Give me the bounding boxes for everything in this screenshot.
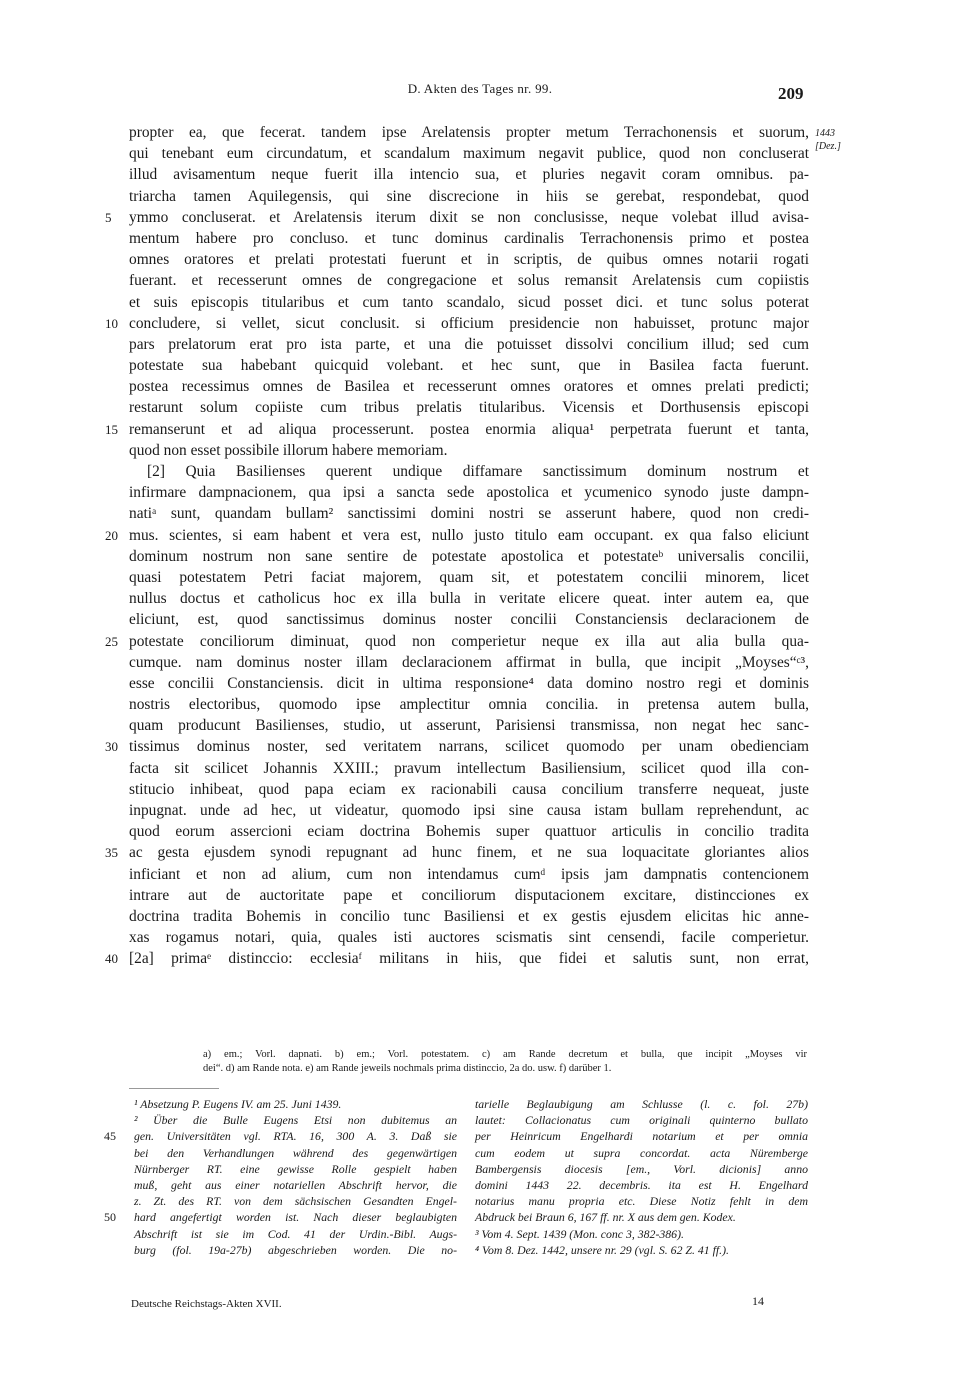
text-line — [129, 249, 809, 270]
footnote-line: tarielle Beglaubigung am Schlusse (l. c. fol. 27b) — [475, 1097, 808, 1111]
line-text: omnes oratores et prelati protestati fuerunt et in scriptis, de quibus omnes notarii rogati — [129, 251, 809, 269]
text-line — [129, 122, 809, 143]
text-line — [129, 186, 809, 207]
line-text: tissimus dominus noster, sed veritatem narrans, scilicet quomodo per unam obedienciam — [129, 738, 809, 756]
text-line — [129, 800, 809, 821]
line-number: 30 — [105, 739, 118, 755]
text-line — [129, 673, 809, 694]
line-text: quod non esset possibile illorum habere memoriam. — [129, 441, 448, 459]
text-line — [129, 482, 809, 503]
text-line — [129, 821, 809, 842]
text-line — [105, 736, 809, 757]
footnote-line: ³ Vom 4. Sept. 1439 (Mon. conc 3, 382-386). — [475, 1226, 684, 1241]
text-line — [129, 334, 809, 355]
text-line — [129, 164, 809, 185]
line-text: nostris electoribus, quomodo ipse amplectitur omnia concilia. in pretensa autem bulla, — [129, 696, 809, 714]
line-text: natiᵃ sunt, quandam bullam² sanctissimi domini nostri se asserunt habere, quod non credi- — [129, 505, 809, 523]
line-text: propter ea, que fecerat. tandem ipse Arelatensis propter metum Terrachonensis et suorum, — [129, 124, 809, 141]
line-number: 10 — [105, 315, 118, 331]
line-text: mus. scientes, si eam habent et vera est, nullo justo titulo eam occupant. ex qua falso eliciunt — [129, 526, 809, 544]
footnote-line-number: 50 — [104, 1210, 116, 1225]
line-text: quasi potestatem Petri faciat majorem, quam sit, et potestatem concilii minorem, licet — [129, 568, 809, 586]
line-text: xas rogamus notari, quia, quales isti auctores scismatis sint censendi, facile comperietur. — [129, 929, 809, 947]
footnote-text: hard angefertigt worden ist. Nach dieser beglaubigten — [134, 1210, 457, 1225]
line-number: 35 — [105, 845, 118, 861]
text-line — [129, 779, 809, 800]
footnote-line — [134, 1096, 457, 1112]
text-line — [129, 292, 809, 313]
text-line — [105, 419, 809, 440]
line-text: mentum habere pro concluso. et tunc dominus cardinalis Terrachonensis primo et postea — [129, 229, 809, 247]
footnote-line — [134, 1226, 457, 1242]
footnote-text: gen. Universitäten vgl. RTA. 16, 300 A. 3. Daß sie — [134, 1129, 457, 1144]
line-text: dominum nostrum non sane sentire de potestate apostolica et potestateᵇ universalis concilii, — [129, 547, 809, 565]
text-line — [129, 885, 809, 906]
line-text: infirmare dampnacionem, qua ipsi a sancta sede apostolica et ycumenico synodo juste dampn- — [129, 484, 809, 502]
page-number: 209 — [778, 84, 804, 103]
text-line — [129, 376, 809, 397]
text-line — [129, 440, 809, 461]
margin-year: 1443 — [815, 128, 835, 139]
text-line — [129, 864, 809, 885]
footnote-line: cum eodem ut supra concordat. acta Nüremberge — [475, 1145, 808, 1160]
text-line — [129, 546, 809, 567]
text-line — [105, 313, 809, 334]
line-text: postea recessimus omnes de Basilea et recesserunt omnes oratores et omnes prelati predicti; — [129, 378, 809, 396]
line-text: inpugnat. unde ad hec, ut videatur, quomodo ipsi sine causa istam bullam reprehendunt, ac — [129, 802, 809, 819]
line-text: fuerant. et recesserunt omnes de congregacione et solus remansit Arelatensis cum copiistis — [129, 272, 809, 290]
footnotes-left-column — [104, 1096, 457, 1258]
line-text: nullus doctus et catholicus hoc ex illa bulla in veritate elicere queat. inter autem ea, que — [129, 590, 809, 608]
line-number: 15 — [105, 421, 118, 437]
footnote-line-number: 45 — [104, 1129, 116, 1144]
variant-note-line: dei“. d) am Rande nota. e) am Rande jeweils nochmals prima distinccio, 2a do. usw. f) darüber 1. — [203, 1063, 612, 1074]
footnote-line: domini 1443 22. decembris. ita est H. Engelhard — [475, 1178, 808, 1193]
footnote-text: Abschrift ist sie im Cod. 41 der Urdin.-Bibl. Augs- — [134, 1226, 457, 1241]
footnote-line: Bambergensis diocesis [em., Vorl. dicionis] anno — [475, 1161, 808, 1176]
text-line — [129, 355, 809, 376]
text-line — [129, 758, 809, 779]
signature-title: Deutsche Reichstags-Akten XVII. — [131, 1298, 282, 1310]
footnote-text: ¹ Absetzung P. Eugens IV. am 25. Juni 1439. — [134, 1097, 342, 1111]
footnote-rule — [129, 1088, 219, 1089]
line-text: potestate conciliorum diminuat, quod non comperietur neque ex illa aut alia bulla qua- — [129, 632, 809, 650]
text-line — [129, 694, 809, 715]
footnote-line: ⁴ Vom 8. Dez. 1442, unsere nr. 29 (vgl. S. 62 Z. 41 ff.). — [475, 1242, 730, 1257]
line-number: 25 — [105, 633, 118, 649]
footnote-line — [134, 1112, 457, 1128]
line-text: facta sit scilicet Johannis XXIII.; pravum intellectum Basiliensium, scilicet quod illa con- — [129, 759, 809, 777]
line-text: triarcha tamen Aquilegensis, qui sine discrecione in hiis se gerebat, respondebat, quod — [129, 187, 809, 205]
text-line — [129, 461, 809, 482]
footnote-text: ² Über die Bulle Eugens Etsi non dubitemus an — [134, 1113, 457, 1128]
line-text: et suis episcopis titularibus et cum tanto scandalo, sicud posset dici. et tunc solus poterat — [129, 293, 809, 311]
line-text: quod eorum assercioni eciam doctrina Bohemis super quattuor articulis in concilio tradita — [129, 823, 809, 841]
text-line — [129, 715, 809, 736]
margin-date-note — [815, 127, 841, 153]
footnote-line: lautet: Collacionatus cum originali quinterno bullato — [475, 1113, 808, 1128]
footnote-line: notarius manu propria etc. Diese Notiz fehlt in dem — [475, 1194, 808, 1209]
footnote-line — [134, 1242, 457, 1258]
running-title: D. Akten des Tages nr. 99. — [407, 81, 553, 96]
text-line — [129, 609, 809, 630]
footnote-text: z. Zt. des RT. von dem sächsischen Gesandten Engel- — [134, 1194, 457, 1209]
text-line — [105, 525, 809, 546]
line-text: [2] Quia Basilienses querent undique diffamare sanctissimum dominum nostrum et — [147, 463, 809, 480]
text-line — [129, 927, 809, 948]
variant-apparatus — [203, 1048, 807, 1076]
footnote-line: Abdruck bei Braun 6, 167 ff. nr. X aus dem gen. Kodex. — [475, 1210, 736, 1225]
line-text: quam producunt Basilienses, studio, ut asserunt, Parisiensi transmissa, non negat hec sanc- — [129, 717, 809, 735]
line-text: illud avisamentum neque fuerit illa intencio sua, et pluries negavit coram omnibus. pa- — [129, 166, 809, 184]
text-line — [129, 588, 809, 609]
line-text: doctrina tradita Bohemis in concilio tunc Basiliensi et ex gestis ejusdem elicitas hic anne- — [129, 907, 809, 925]
text-line — [105, 842, 809, 863]
footnote-line — [134, 1193, 457, 1209]
line-text: inficiant et non ad alium, cum non intendamus cumᵈ ipsis jam dampnatis contencionem — [129, 865, 809, 883]
text-line — [105, 207, 809, 228]
text-line — [129, 567, 809, 588]
text-line — [129, 397, 809, 418]
footnote-text: burg (fol. 19a-27b) abgeschrieben worden. Die no- — [134, 1242, 457, 1257]
line-text: concludere, si vellet, sicut conclusit. si officium presidencie non habuisset, protunc major — [129, 314, 809, 332]
line-text: qui tenebant eum circundatum, et scandalum maximum negavit publice, quod non concluserat — [129, 145, 809, 163]
line-text: ac gesta ejusdem synodi repugnant ad hunc finem, et ne sua loquacitate gloriantes alios — [129, 844, 809, 862]
footnotes-right-column — [475, 1096, 808, 1258]
text-line — [105, 948, 809, 969]
main-text — [105, 122, 809, 970]
line-text: potestate sua habebant quicquid volebant. et hec sunt, que in Basilea facta fuerunt. — [129, 357, 809, 375]
line-text: restarunt solum copiiste cum tribus prelatis titularibus. Vicensis et Dorthusensis episcopi — [129, 399, 809, 417]
line-number: 20 — [105, 527, 118, 543]
line-text: esse concilii Constanciensis. dicit in ultima responsione⁴ data domino nostro regi et dominis — [129, 674, 809, 692]
footnote-line: per Heinricum Engelhardi notarium et per omnia — [475, 1129, 808, 1144]
variant-note-line: a) em.; Vorl. dapnati. b) em.; Vorl. potestatem. c) am Rande decretum et bulla, que incipit „Moyses vir — [203, 1049, 807, 1060]
footnote-text: Nürnberger RT. eine gewisse Rolle gespielt haben — [134, 1161, 457, 1176]
footnote-text: muß, geht aus einer notariellen Abschrift hervor, die — [134, 1178, 457, 1193]
footnote-text: bei den Verhandlungen während des gegenwärtigen — [134, 1145, 457, 1160]
line-text: remanserunt et ad aliqua processerunt. postea enormia aliqua¹ perpetrata fuerunt et tanta, — [129, 420, 809, 438]
text-line — [129, 503, 809, 524]
text-line — [105, 631, 809, 652]
margin-month: [Dez.] — [815, 141, 841, 152]
footnote-line — [134, 1145, 457, 1161]
text-line — [129, 143, 809, 164]
footnote-line — [104, 1209, 457, 1225]
signature-number: 14 — [752, 1294, 764, 1308]
line-text: stitucio inhibeat, quod papa eciam ex racionabili causa concilium transferre nequeat, juste — [129, 780, 809, 798]
text-line — [129, 270, 809, 291]
text-line — [129, 228, 809, 249]
line-text: cumque. nam dominus noster illam declaracionem affirmat in bulla, que incipit „Moyses“ᶜ³, — [129, 653, 809, 671]
footnote-line — [134, 1161, 457, 1177]
line-number: 40 — [105, 951, 118, 967]
text-line — [129, 652, 809, 673]
line-text: ymmo concluserat. et Arelatensis iterum dixit se non conclusisse, neque volebat illud avisa- — [129, 208, 809, 226]
line-text: eliciunt, est, quod sanctissimus dominus noster concilii Constanciensis declaracionem de — [129, 611, 809, 629]
line-number: 5 — [105, 209, 112, 225]
line-text: pars prelatorum erat pro ista parte, et una die potuisset dissolvi concilium illud; sed cum — [129, 335, 809, 353]
text-line — [129, 906, 809, 927]
line-text: [2a] primaᵉ distinccio: ecclesiaᶠ militans in hiis, que fidei et salutis sunt, non errat, — [129, 950, 809, 968]
footnote-line — [134, 1177, 457, 1193]
footnote-line — [104, 1128, 457, 1144]
line-text: intrare aut de auctoritate pape et conciliorum disputacionem excitare, distincciones ex — [129, 886, 809, 904]
